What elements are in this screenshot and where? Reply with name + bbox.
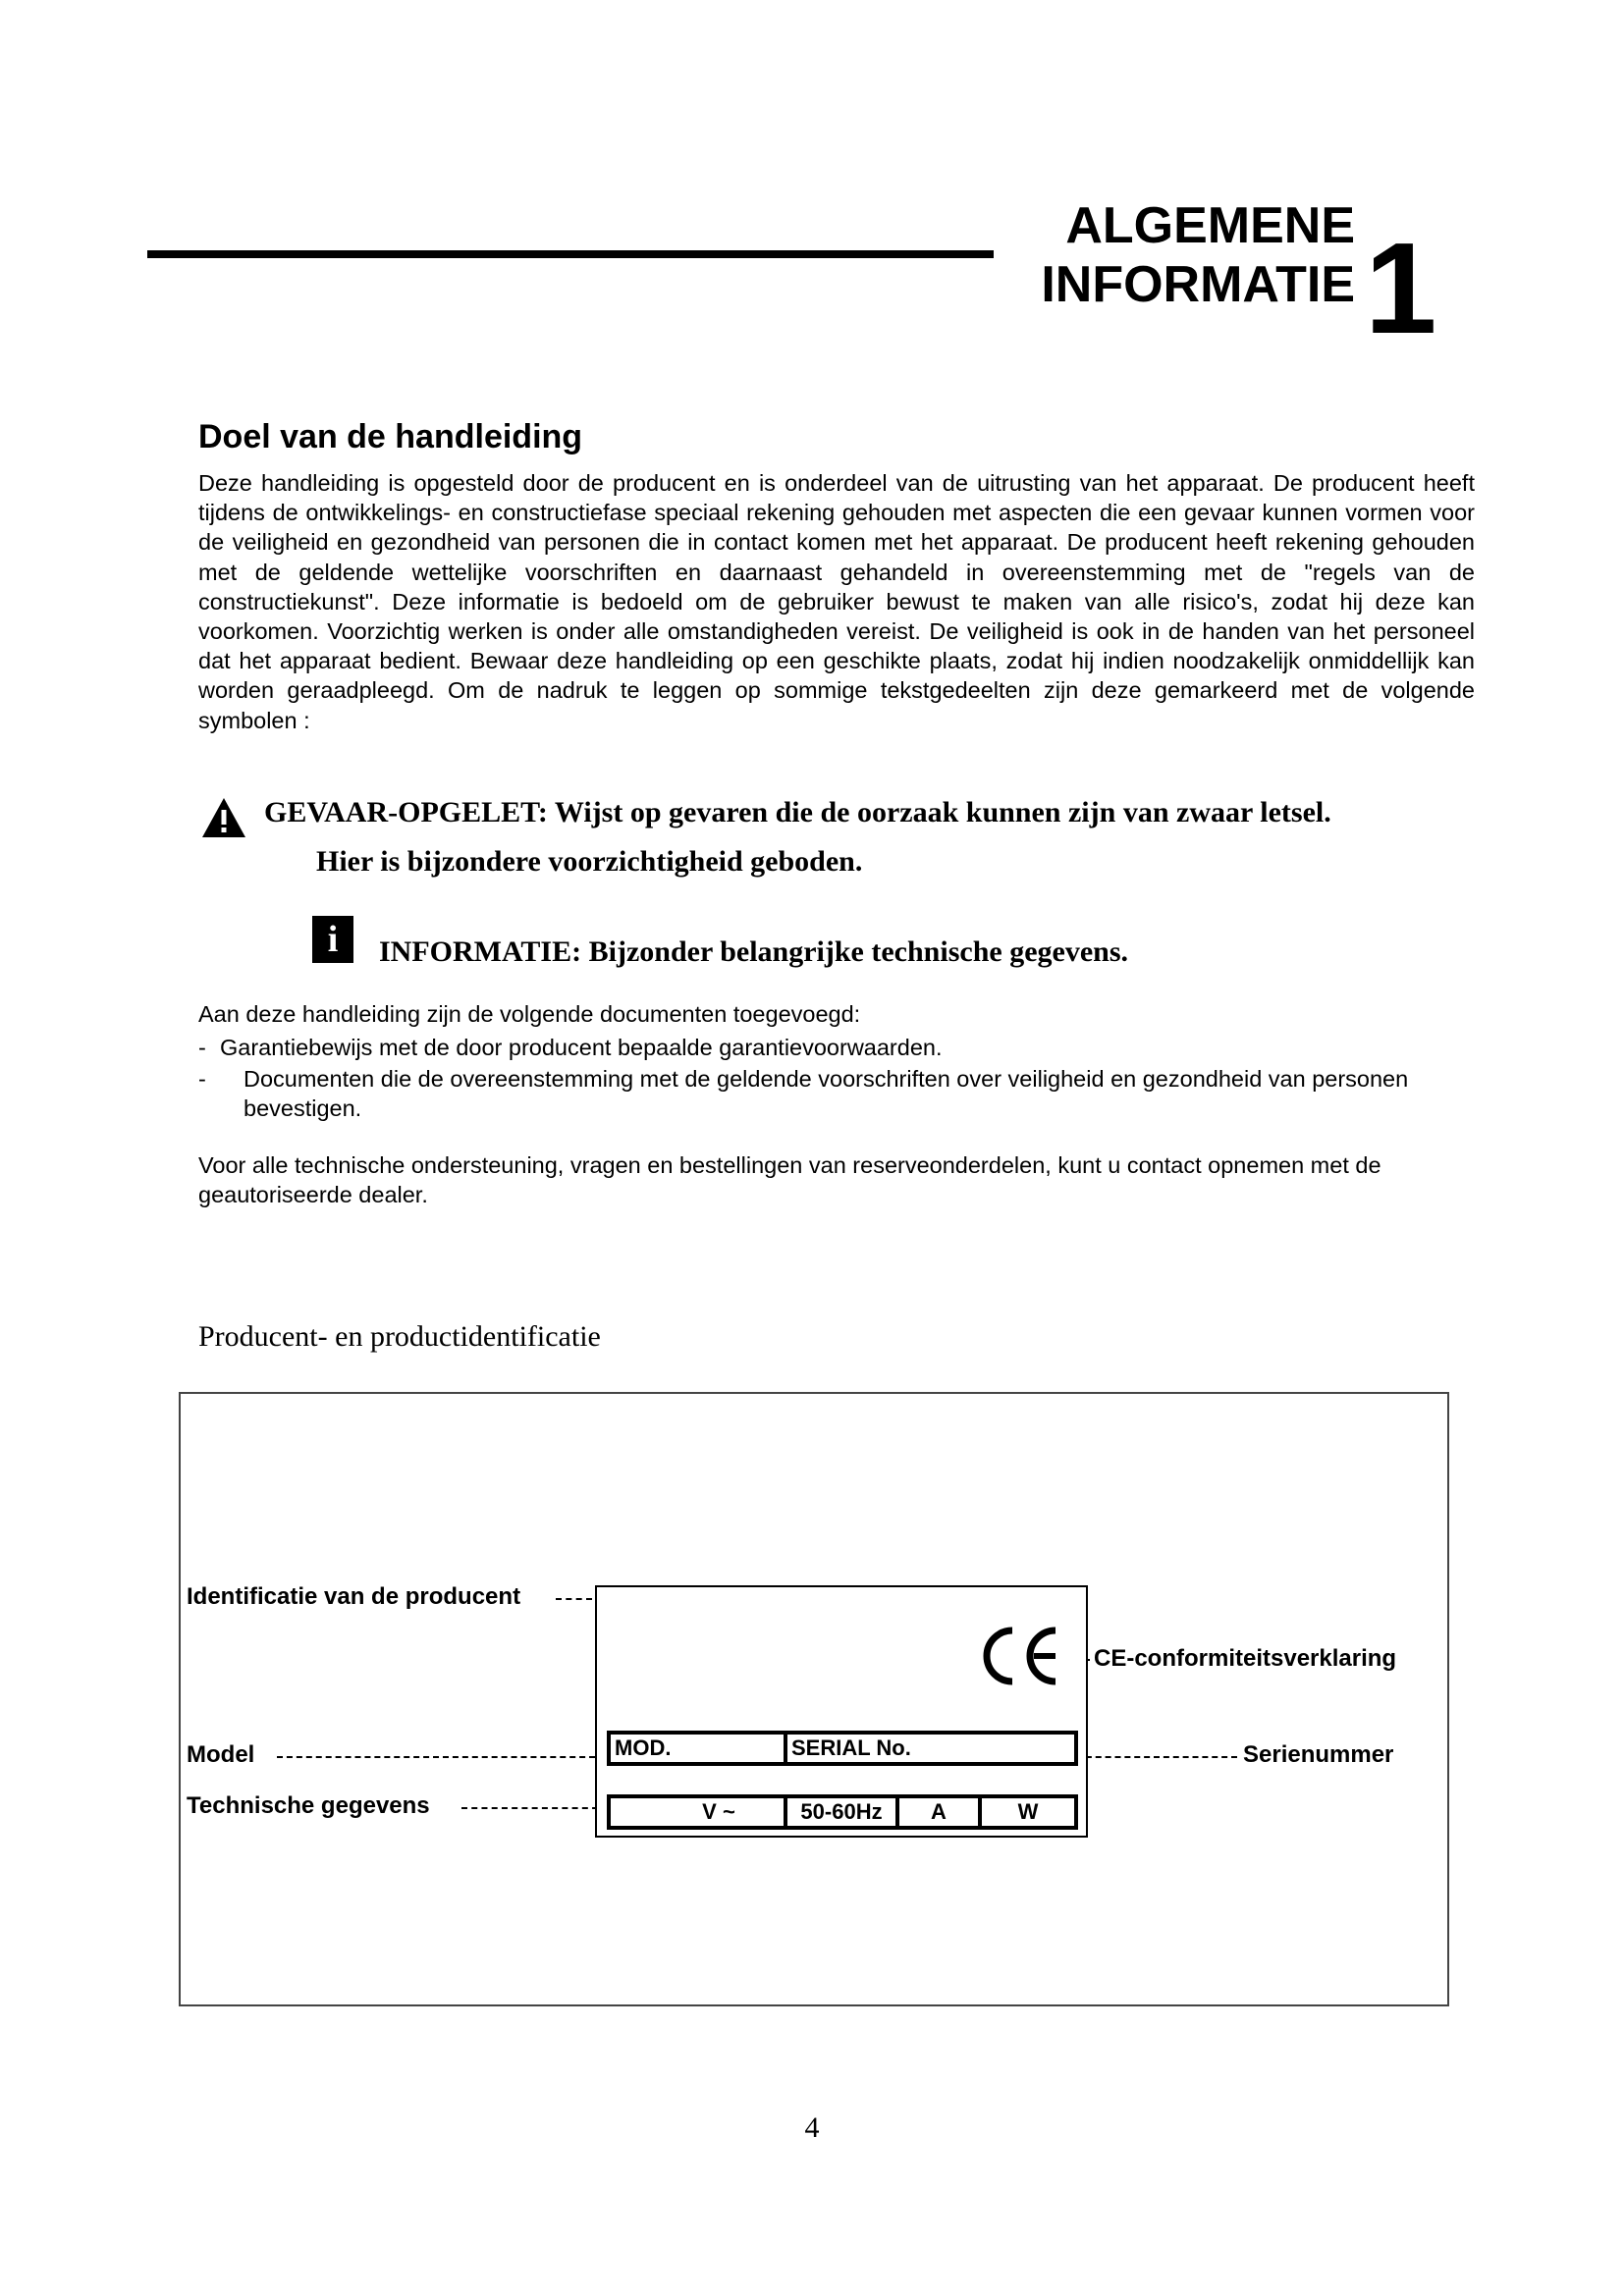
chapter-number: 1: [1365, 216, 1437, 360]
plate-amp-cell: A: [895, 1798, 978, 1826]
section-heading: Doel van de handleiding: [198, 418, 583, 455]
chapter-title-line2: INFORMATIE: [1041, 256, 1355, 313]
plate-watt-cell: W: [978, 1798, 1074, 1826]
info-text: INFORMATIE: Bijzonder belangrijke technische gegevens.: [379, 935, 1128, 968]
technical-label: Technische gegevens: [187, 1792, 430, 1819]
plate-mod-cell: MOD.: [615, 1735, 672, 1760]
list-item-text: Documenten die de overeenstemming met de geldende voorschriften over veiligheid en gezondheid van personen bevestigen.: [244, 1066, 1409, 1121]
warning-text: GEVAAR-OPGELET: Wijst op gevaren die de oorzaak kunnen zijn van zwaar letsel.: [264, 796, 1331, 828]
plate-serial-cell: SERIAL No.: [784, 1735, 1076, 1762]
list-bullet: -: [198, 1066, 206, 1092]
chapter-title-line1: ALGEMENE: [1065, 197, 1355, 254]
list-bullet: -: [198, 1035, 206, 1060]
ce-label: CE-conformiteitsverklaring: [1094, 1645, 1397, 1672]
list-item-text: Garantiebewijs met de door producent bepaalde garantievoorwaarden.: [220, 1035, 943, 1060]
rating-plate: [595, 1585, 1088, 1838]
ce-mark-icon: [977, 1625, 1065, 1687]
chapter-rule: [147, 250, 994, 258]
page-number: 4: [804, 2111, 820, 2144]
documents-intro: Aan deze handleiding zijn de volgende documenten toegevoegd:: [198, 1001, 861, 1027]
plate-volt-cell: V ~: [702, 1799, 735, 1824]
intro-paragraph: Deze handleiding is opgesteld door de producent en is onderdeel van de uitrusting van het apparaat. De producent heeft tijdens de ontwikkelings- en constructiefase speciaal rekening gehouden met aspecten die een gevaar kunnen vormen voor de veiligheid en gezondheid van personen die in contact komen met het apparaat. De producent heeft rekening gehouden met de geldende wettelijke voorschriften en daarnaast gehandeld in overeenstemming met de "regels van de constructiekunst". Deze informatie is bedoeld om de gebruiker bewust te maken van alle risico's, zodat hij deze kan voorkomen. Voorzichtig werken is onder alle omstandigheden vereist. De veiligheid is ook in de handen van het personeel dat het apparaat bedient. Bewaar deze handleiding op een geschikte plaats, zodat hij indien noodzakelijk onmiddellijk kan worden geraadpleegd. Om de nadruk te leggen op sommige tekstgedeelten zijn deze gemarkeerd met de volgende symbolen :: [198, 470, 1475, 733]
warning-text-line2: Hier is bijzondere voorzichtigheid geboden.: [316, 845, 863, 878]
chapter-title: [1011, 196, 1355, 314]
plate-freq-cell: 50-60Hz: [784, 1798, 895, 1826]
serial-leader: [1076, 1756, 1237, 1758]
info-icon: i: [312, 916, 353, 963]
plate-technical-row: [607, 1794, 1078, 1830]
model-label: Model: [187, 1741, 255, 1768]
model-leader: [277, 1756, 605, 1758]
serial-label: Serienummer: [1243, 1741, 1394, 1768]
identification-subtitle: Producent- en productidentificatie: [198, 1320, 601, 1353]
list-item: [198, 1064, 1475, 1129]
warning-icon: [201, 797, 246, 838]
plate-model-row: [607, 1731, 1078, 1766]
support-text: Voor alle technische ondersteuning, vragen en bestellingen van reserveonderdelen, kunt u contact opnemen met de geautoriseerde dealer.: [198, 1152, 1381, 1207]
producer-label: Identificatie van de producent: [187, 1583, 521, 1610]
